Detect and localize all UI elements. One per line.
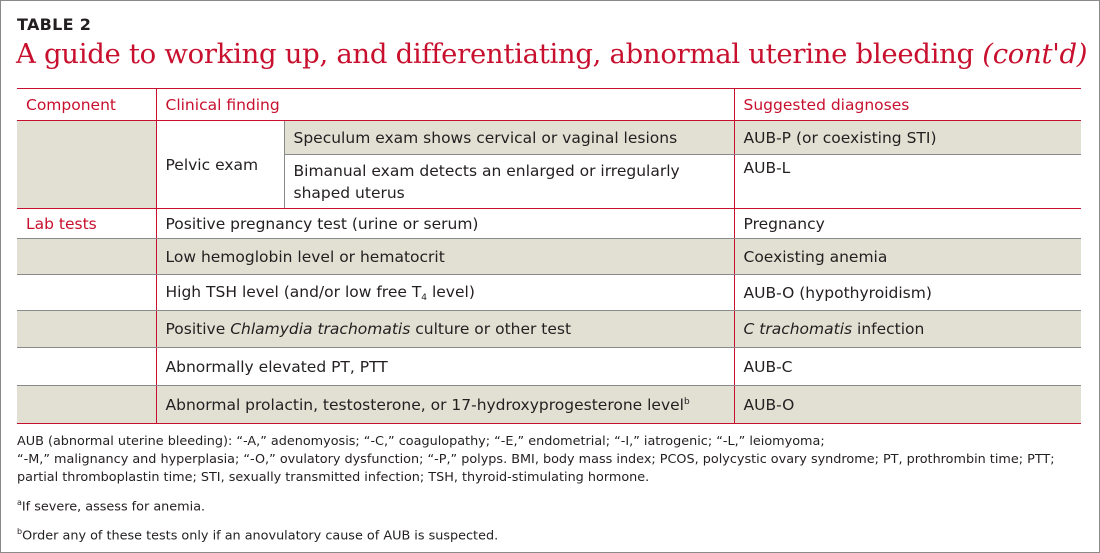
table-row: [17, 386, 1081, 424]
finding-text: Abnormal prolactin, testosterone, or 17-hydroxyprogesterone level: [165, 395, 684, 414]
component-cell: [17, 275, 156, 311]
finding-cell: Speculum exam shows cervical or vaginal lesions: [284, 121, 734, 155]
pelvic-exam-label: Pelvic exam: [156, 121, 284, 209]
finding-cell: Abnormally elevated PT, PTT: [156, 348, 734, 386]
table-title: [16, 38, 1087, 70]
abbreviations-line-1: AUB (abnormal uterine bleeding): “-A,” adenomyosis; “-C,” coagulopathy; “-E,” endometrial; “-I,” iatrogenic; “-L,” leiomyoma;: [17, 434, 825, 449]
finding-text-post: culture or other test: [410, 320, 572, 338]
diagnosis-cell: AUB-C: [734, 348, 1081, 386]
finding-text: Positive: [165, 320, 231, 338]
footnote-b-marker: b: [17, 527, 23, 537]
diagnosis-cell: AUB-L: [734, 155, 1081, 209]
finding-cell: Positive pregnancy test (urine or serum): [156, 209, 734, 239]
diagnosis-cell: AUB-P (or coexisting STI): [734, 121, 1081, 155]
diagnosis-organism: C trachomatis: [743, 320, 853, 338]
table-row: [17, 348, 1081, 386]
finding-cell: Low hemoglobin level or hematocrit: [156, 239, 734, 275]
finding-line-1: Bimanual exam detects an enlarged or irregularly: [293, 161, 680, 180]
table-row: [17, 239, 1081, 275]
footnote-marker: b: [684, 396, 690, 407]
finding-text-post: level): [427, 282, 475, 301]
diagnosis-cell: Pregnancy: [734, 209, 1081, 239]
diagnosis-cell: [734, 311, 1081, 348]
finding-line-2: shaped uterus: [293, 183, 405, 202]
finding-cell: [156, 275, 734, 311]
header-suggested-diagnoses: Suggested diagnoses: [734, 89, 1081, 121]
footnotes: [17, 433, 1087, 546]
diagnosis-cell: AUB-O (hypothyroidism): [734, 275, 1081, 311]
footnote-b: [17, 523, 1087, 545]
finding-cell: [156, 311, 734, 348]
finding-organism: Chlamydia trachomatis: [230, 320, 411, 338]
table-row: [17, 311, 1081, 348]
title-main: A guide to working up, and differentiating, abnormal uterine bleeding: [16, 38, 974, 70]
component-cell-pelvic: [17, 121, 156, 209]
lab-tests-label: Lab tests: [17, 209, 156, 239]
diagnosis-cell: AUB-O: [734, 386, 1081, 424]
table-number: TABLE 2: [17, 15, 92, 34]
component-cell: [17, 348, 156, 386]
abbreviations-line-3: partial thromboplastin time; STI, sexually transmitted infection; TSH, thyroid-stimulating hormone.: [17, 470, 650, 485]
diagnosis-cell: Coexisting anemia: [734, 239, 1081, 275]
abbreviations-line-2: “-M,” malignancy and hyperplasia; “-O,” ovulatory dysfunction; “-P,” polyps. BMI, body mass index; PCOS, polycystic ovary syndrome; PT, prothrombin time; PTT;: [17, 452, 1055, 467]
header-component: Component: [17, 89, 156, 121]
table-row: [17, 275, 1081, 311]
footnote-a: [17, 494, 1087, 516]
finding-subscript: 4: [421, 292, 428, 303]
footnote-b-text: Order any of these tests only if an anovulatory cause of AUB is suspected.: [22, 528, 499, 544]
diagnosis-table: [17, 88, 1081, 424]
table-row: [17, 209, 1081, 239]
footnote-a-text: If severe, assess for anemia.: [21, 499, 206, 515]
header-row: [17, 89, 1081, 121]
component-cell: [17, 239, 156, 275]
finding-text: High TSH level (and/or low free T: [165, 282, 422, 301]
finding-cell: [284, 155, 734, 209]
footnote-a-marker: a: [17, 498, 22, 507]
component-cell: [17, 311, 156, 348]
table-row: [17, 121, 1081, 155]
component-cell: [17, 386, 156, 424]
diagnosis-text-post: infection: [852, 320, 925, 338]
header-clinical-finding: Clinical finding: [156, 89, 734, 121]
finding-cell: [156, 386, 734, 424]
title-suffix: (cont'd): [982, 38, 1088, 70]
